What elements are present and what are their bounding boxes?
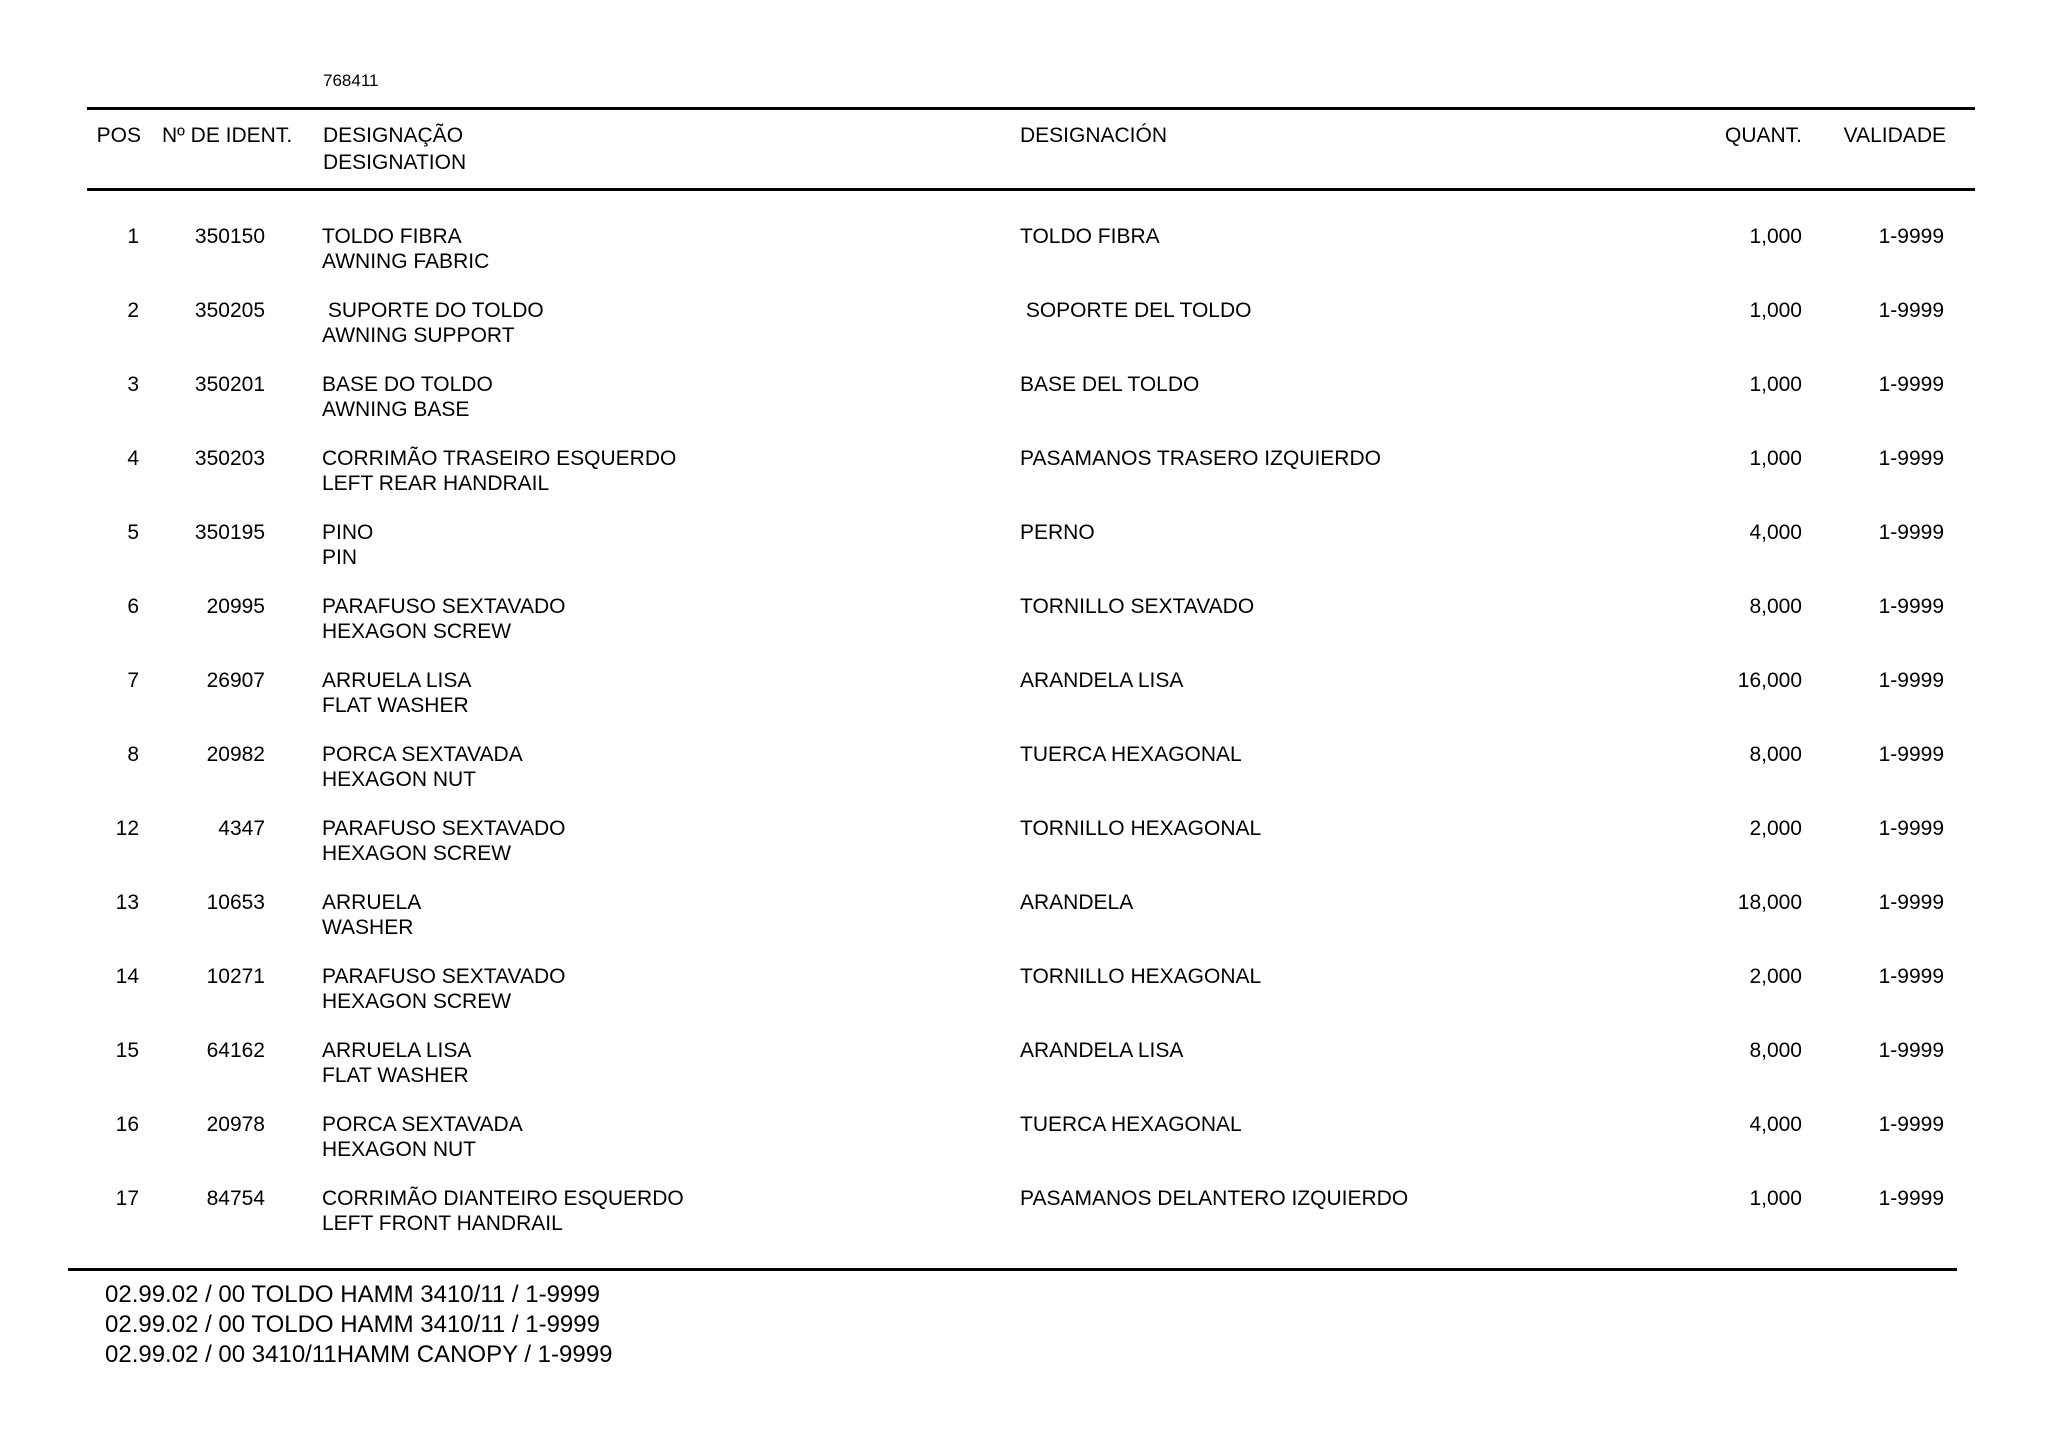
row-designation-en: FLAT WASHER — [322, 694, 469, 717]
row-designation-en: HEXAGON SCREW — [322, 842, 512, 865]
row-designation — [322, 1186, 684, 1236]
table-row — [0, 372, 2048, 446]
row-designation — [322, 1038, 471, 1088]
column-header-designation-en: DESIGNATION — [323, 151, 467, 174]
row-designation — [322, 594, 566, 644]
row-quant: 2,000 — [1749, 965, 1802, 988]
row-ident: 350205 — [194, 299, 265, 322]
row-pos: 13 — [115, 891, 139, 914]
row-designation-en: HEXAGON SCREW — [322, 990, 512, 1013]
row-designacao: PARAFUSO SEXTAVADO — [322, 965, 566, 988]
parts-table-body — [0, 224, 2048, 1260]
column-header-pos: POS — [96, 124, 141, 147]
row-designation — [322, 742, 523, 792]
document-number: 768411 — [323, 71, 379, 90]
row-designacion: SOPORTE DEL TOLDO — [1020, 299, 1252, 322]
row-designacion: ARANDELA — [1020, 891, 1134, 914]
row-designation — [322, 1112, 523, 1162]
row-quant: 1,000 — [1749, 299, 1802, 322]
row-validade: 1-9999 — [1878, 891, 1944, 914]
row-quant: 8,000 — [1749, 1039, 1802, 1062]
table-row — [0, 1038, 2048, 1112]
row-designacion: TOLDO FIBRA — [1020, 225, 1160, 248]
row-designacao: CORRIMÃO TRASEIRO ESQUERDO — [322, 447, 677, 470]
row-quant: 8,000 — [1749, 743, 1802, 766]
row-designacion: TORNILLO HEXAGONAL — [1020, 965, 1262, 988]
row-designation — [322, 520, 373, 570]
column-header-designation — [323, 122, 466, 176]
row-designation — [322, 964, 566, 1014]
row-validade: 1-9999 — [1878, 965, 1944, 988]
row-designacao: PARAFUSO SEXTAVADO — [322, 817, 566, 840]
row-quant: 4,000 — [1749, 521, 1802, 544]
row-ident: 20978 — [206, 1113, 265, 1136]
table-row — [0, 520, 2048, 594]
row-designation — [322, 816, 566, 866]
row-designation-en: HEXAGON NUT — [322, 768, 477, 791]
row-designacion: BASE DEL TOLDO — [1020, 373, 1200, 396]
row-designation — [322, 446, 676, 496]
row-pos: 7 — [127, 669, 139, 692]
row-validade: 1-9999 — [1878, 1113, 1944, 1136]
row-designacao: ARRUELA LISA — [322, 1039, 472, 1062]
row-designation-en: HEXAGON SCREW — [322, 620, 512, 643]
header-bottom-rule — [87, 188, 1975, 191]
row-validade: 1-9999 — [1878, 743, 1944, 766]
row-designacao: CORRIMÃO DIANTEIRO ESQUERDO — [322, 1187, 684, 1210]
row-designacao: PARAFUSO SEXTAVADO — [322, 595, 566, 618]
row-pos: 16 — [115, 1113, 139, 1136]
row-pos: 3 — [127, 373, 139, 396]
footer-rule — [68, 1268, 1957, 1271]
row-pos: 8 — [127, 743, 139, 766]
row-pos: 6 — [127, 595, 139, 618]
row-quant: 1,000 — [1749, 225, 1802, 248]
row-designacion: TORNILLO SEXTAVADO — [1020, 595, 1255, 618]
table-row — [0, 594, 2048, 668]
row-pos: 2 — [127, 299, 139, 322]
row-validade: 1-9999 — [1878, 447, 1944, 470]
row-designation-en: PIN — [322, 546, 358, 569]
row-designacao: ARRUELA — [322, 891, 422, 914]
row-quant: 2,000 — [1749, 817, 1802, 840]
row-quant: 1,000 — [1749, 447, 1802, 470]
row-designacion: ARANDELA LISA — [1020, 669, 1184, 692]
row-quant: 1,000 — [1749, 373, 1802, 396]
row-ident: 350150 — [194, 225, 265, 248]
row-pos: 5 — [127, 521, 139, 544]
row-designation-en: AWNING FABRIC — [322, 250, 490, 273]
row-ident: 26907 — [206, 669, 265, 692]
row-ident: 350203 — [194, 447, 265, 470]
row-ident: 350195 — [194, 521, 265, 544]
row-designation-en: LEFT FRONT HANDRAIL — [322, 1212, 563, 1235]
table-row — [0, 224, 2048, 298]
table-row — [0, 1186, 2048, 1260]
row-designation — [322, 298, 544, 348]
table-row — [0, 964, 2048, 1038]
table-row — [0, 816, 2048, 890]
row-pos: 15 — [115, 1039, 139, 1062]
column-header-quant: QUANT. — [1724, 124, 1802, 147]
row-designation — [322, 668, 471, 718]
row-pos: 4 — [127, 447, 139, 470]
row-designation-en: AWNING SUPPORT — [322, 324, 515, 347]
row-designation-en: FLAT WASHER — [322, 1064, 469, 1087]
row-validade: 1-9999 — [1878, 225, 1944, 248]
row-ident: 10271 — [206, 965, 265, 988]
row-quant: 4,000 — [1749, 1113, 1802, 1136]
column-header-designacion: DESIGNACIÓN — [1020, 124, 1168, 147]
row-designacion: PASAMANOS DELANTERO IZQUIERDO — [1020, 1187, 1409, 1210]
row-pos: 17 — [115, 1187, 139, 1210]
table-row — [0, 1112, 2048, 1186]
footer-references — [105, 1280, 612, 1370]
table-row — [0, 742, 2048, 816]
row-validade: 1-9999 — [1878, 817, 1944, 840]
row-designation-en: AWNING BASE — [322, 398, 470, 421]
row-validade: 1-9999 — [1878, 1039, 1944, 1062]
footer-line: 02.99.02 / 00 TOLDO HAMM 3410/11 / 1-9999 — [105, 1281, 600, 1308]
footer-line: 02.99.02 / 00 3410/11HAMM CANOPY / 1-9999 — [105, 1341, 613, 1368]
row-designacion: PERNO — [1020, 521, 1095, 544]
row-designacao: PORCA SEXTAVADA — [322, 743, 523, 766]
row-designation — [322, 372, 493, 422]
row-validade: 1-9999 — [1878, 595, 1944, 618]
row-designacao: BASE DO TOLDO — [322, 373, 493, 396]
column-header-validade: VALIDADE — [1843, 124, 1946, 147]
row-ident: 4347 — [218, 817, 265, 840]
row-ident: 20982 — [206, 743, 265, 766]
row-designacion: TUERCA HEXAGONAL — [1020, 1113, 1242, 1136]
row-designacion: ARANDELA LISA — [1020, 1039, 1184, 1062]
row-designacion: PASAMANOS TRASERO IZQUIERDO — [1020, 447, 1381, 470]
row-ident: 350201 — [194, 373, 265, 396]
column-header-ident: Nº DE IDENT. — [162, 124, 293, 147]
row-pos: 1 — [127, 225, 139, 248]
table-row — [0, 298, 2048, 372]
row-quant: 1,000 — [1749, 1187, 1802, 1210]
row-designacao: TOLDO FIBRA — [322, 225, 462, 248]
row-pos: 12 — [115, 817, 139, 840]
row-validade: 1-9999 — [1878, 299, 1944, 322]
header-top-rule — [87, 107, 1975, 110]
table-row — [0, 890, 2048, 964]
row-ident: 20995 — [206, 595, 265, 618]
row-designacao: ARRUELA LISA — [322, 669, 472, 692]
row-validade: 1-9999 — [1878, 521, 1944, 544]
row-designacao: PORCA SEXTAVADA — [322, 1113, 523, 1136]
row-ident: 64162 — [206, 1039, 265, 1062]
footer-line: 02.99.02 / 00 TOLDO HAMM 3410/11 / 1-9999 — [105, 1311, 600, 1338]
row-designacao: PINO — [322, 521, 374, 544]
row-designation-en: LEFT REAR HANDRAIL — [322, 472, 550, 495]
row-quant: 8,000 — [1749, 595, 1802, 618]
row-ident: 10653 — [206, 891, 265, 914]
row-designation-en: WASHER — [322, 916, 414, 939]
row-designation-en: HEXAGON NUT — [322, 1138, 477, 1161]
row-pos: 14 — [115, 965, 139, 988]
row-designacion: TUERCA HEXAGONAL — [1020, 743, 1242, 766]
row-designacao: SUPORTE DO TOLDO — [322, 299, 544, 322]
row-ident: 84754 — [206, 1187, 265, 1210]
row-designacion: TORNILLO HEXAGONAL — [1020, 817, 1262, 840]
row-designation — [322, 224, 489, 274]
row-quant: 16,000 — [1737, 669, 1802, 692]
table-row — [0, 446, 2048, 520]
row-validade: 1-9999 — [1878, 1187, 1944, 1210]
row-quant: 18,000 — [1737, 891, 1802, 914]
row-validade: 1-9999 — [1878, 373, 1944, 396]
column-header-designacao: DESIGNAÇÃO — [323, 124, 464, 147]
row-validade: 1-9999 — [1878, 669, 1944, 692]
table-row — [0, 668, 2048, 742]
row-designation — [322, 890, 421, 940]
